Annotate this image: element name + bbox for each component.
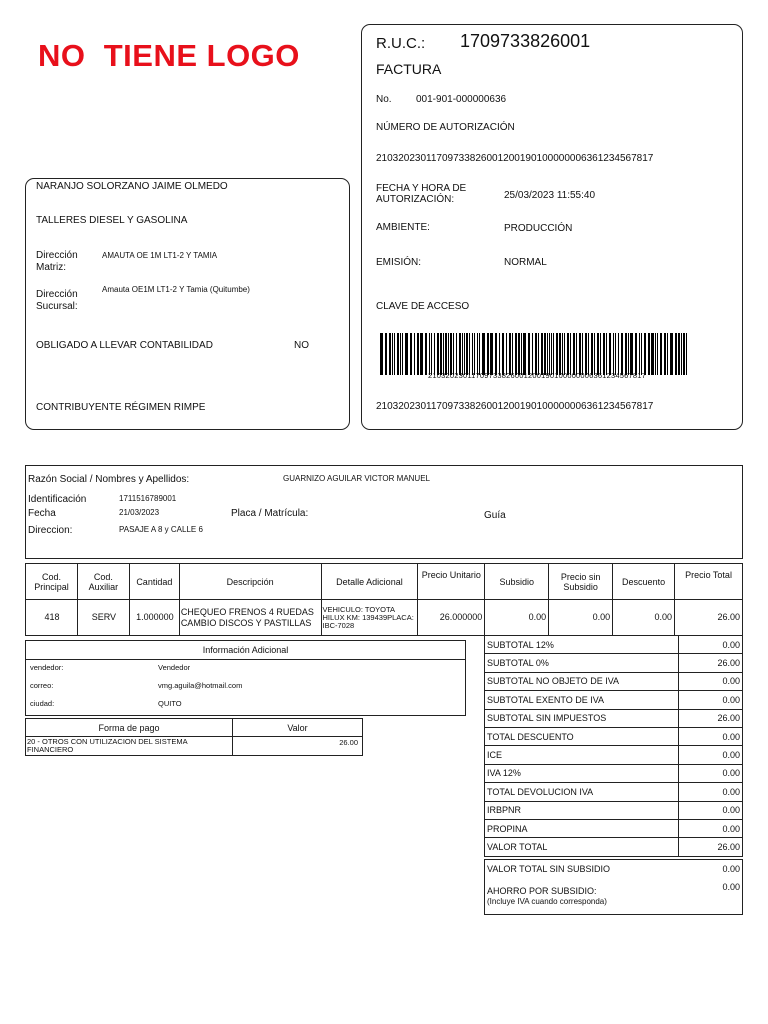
additional-info-label: ciudad: xyxy=(30,699,55,708)
items-cell: 418 xyxy=(26,600,78,636)
additional-info-title: Información Adicional xyxy=(26,641,465,660)
items-header-cell: Subsidio xyxy=(485,564,549,600)
items-header-cell: Precio sin Subsidio xyxy=(549,564,613,600)
totals-label: SUBTOTAL SIN IMPUESTOS xyxy=(485,709,679,727)
plate-label: Placa / Matrícula: xyxy=(231,508,309,519)
totals-row xyxy=(485,838,743,856)
subsidy-savings-value: 0.00 xyxy=(722,882,740,892)
totals-label: TOTAL DESCUENTO xyxy=(485,727,679,745)
totals-label: IRBPNR xyxy=(485,801,679,819)
totals-label: SUBTOTAL EXENTO DE IVA xyxy=(485,691,679,709)
authorization-label: NÚMERO DE AUTORIZACIÓN xyxy=(376,122,515,133)
subsidy-savings-note: (Incluye IVA cuando corresponda) xyxy=(487,897,607,906)
items-cell: 0.00 xyxy=(485,600,549,636)
totals-value: 0.00 xyxy=(679,783,743,801)
additional-info-row xyxy=(26,695,465,713)
totals-value: 0.00 xyxy=(679,691,743,709)
authorization-number: 21032023011709733826001200190100000006361234567817 xyxy=(376,153,654,164)
subsidy-box xyxy=(484,859,743,915)
customer-box xyxy=(25,465,743,559)
payment-table xyxy=(25,718,363,756)
totals-row xyxy=(485,654,743,672)
items-cell: SERV xyxy=(77,600,129,636)
totals-value: 26.00 xyxy=(679,838,743,856)
customer-name: GUARNIZO AGUILAR VICTOR MANUEL xyxy=(283,474,430,483)
totals-row xyxy=(485,819,743,837)
items-cell: 0.00 xyxy=(549,600,613,636)
items-row xyxy=(26,600,743,636)
issue-date: 21/03/2023 xyxy=(119,508,160,517)
totals-value: 0.00 xyxy=(679,801,743,819)
totals-row xyxy=(485,783,743,801)
totals-value: 0.00 xyxy=(679,819,743,837)
items-header-cell: Descripción xyxy=(179,564,321,600)
accounting-obligation-value: NO xyxy=(294,340,309,351)
totals-value: 0.00 xyxy=(679,727,743,745)
ruc-box xyxy=(361,24,743,430)
payment-value-header: Valor xyxy=(233,719,363,737)
access-key-value: 21032023011709733826001200190100000006361234567817 xyxy=(376,401,654,412)
additional-info-value: QUITO xyxy=(158,699,182,708)
additional-info-label: correo: xyxy=(30,681,54,690)
total-without-subsidy-label: VALOR TOTAL SIN SUBSIDIO xyxy=(487,864,611,874)
customer-address-label: Direccion: xyxy=(28,525,73,536)
items-cell: CHEQUEO FRENOS 4 RUEDAS CAMBIO DISCOS Y PASTILLAS xyxy=(179,600,321,636)
issue-date-label: Fecha xyxy=(28,508,56,519)
items-cell: 26.000000 xyxy=(418,600,485,636)
document-type: FACTURA xyxy=(376,61,442,77)
subsidy-savings-label: AHORRO POR SUBSIDIO: xyxy=(487,886,597,896)
totals-row xyxy=(485,636,743,654)
totals-label: SUBTOTAL NO OBJETO DE IVA xyxy=(485,672,679,690)
environment-value: PRODUCCIÓN xyxy=(504,223,573,234)
trade-name: TALLERES DIESEL Y GASOLINA xyxy=(36,215,188,226)
totals-label: IVA 12% xyxy=(485,764,679,782)
emission-label: EMISIÓN: xyxy=(376,257,422,268)
additional-info-value: vmg.aguila@hotmail.com xyxy=(158,681,243,690)
branch-address-label: Dirección Sucursal: xyxy=(36,289,78,312)
invoice-number: 001-901-000000636 xyxy=(416,94,507,105)
barcode-caption: 21032023011709733826001200190100000006361234567817 xyxy=(428,371,647,380)
totals-label: ICE xyxy=(485,746,679,764)
access-key-barcode xyxy=(380,333,708,375)
totals-label: VALOR TOTAL xyxy=(485,838,679,856)
issuer-box xyxy=(25,178,350,430)
items-header-cell: Precio Total xyxy=(675,564,743,600)
ruc-number: 1709733826001 xyxy=(460,31,591,51)
payment-row xyxy=(26,737,363,756)
guide-label: Guía xyxy=(484,510,506,521)
totals-value: 26.00 xyxy=(679,709,743,727)
totals-value: 0.00 xyxy=(679,672,743,690)
emission-value: NORMAL xyxy=(504,257,547,268)
invoice-number-label: No. xyxy=(376,94,392,105)
totals-table xyxy=(484,635,743,857)
items-header-cell: Descuento xyxy=(613,564,675,600)
additional-info-row xyxy=(26,659,465,677)
totals-label: TOTAL DEVOLUCION IVA xyxy=(485,783,679,801)
totals-label: SUBTOTAL 12% xyxy=(485,636,679,654)
additional-info-label: vendedor: xyxy=(30,663,64,672)
totals-row xyxy=(485,746,743,764)
totals-value: 26.00 xyxy=(679,654,743,672)
totals-value: 0.00 xyxy=(679,636,743,654)
issuer-name: NARANJO SOLORZANO JAIME OLMEDO xyxy=(36,181,228,192)
accounting-obligation-label: OBLIGADO A LLEVAR CONTABILIDAD xyxy=(36,340,213,351)
tax-regime: CONTRIBUYENTE RÉGIMEN RIMPE xyxy=(36,402,206,413)
authorization-date: 25/03/2023 11:55:40 xyxy=(504,190,596,201)
payment-method: 20 - OTROS CON UTILIZACION DEL SISTEMA FINANCIERO xyxy=(26,737,233,756)
items-header-cell: Cod. Principal xyxy=(26,564,78,600)
branch-address: Amauta OE1M LT1-2 Y Tamia (Quitumbe) xyxy=(102,285,250,294)
items-header-cell: Cod. Auxiliar xyxy=(77,564,129,600)
payment-method-header: Forma de pago xyxy=(26,719,233,737)
items-header-cell: Cantidad xyxy=(129,564,179,600)
environment-label: AMBIENTE: xyxy=(376,222,430,233)
access-key-label: CLAVE DE ACCESO xyxy=(376,301,470,312)
main-address: AMAUTA OE 1M LT1-2 Y TAMIA xyxy=(102,251,218,260)
items-header-cell: Detalle Adicional xyxy=(321,564,418,600)
authorization-date-label: FECHA Y HORA DE AUTORIZACIÓN: xyxy=(376,183,467,205)
ruc-label: R.U.C.: xyxy=(376,35,426,52)
customer-address: PASAJE A 8 y CALLE 6 xyxy=(119,525,203,534)
additional-info-row xyxy=(26,677,465,695)
totals-row xyxy=(485,691,743,709)
main-address-label: Dirección Matriz: xyxy=(36,250,78,273)
totals-row xyxy=(485,727,743,745)
items-cell: VEHICULO: TOYOTA HILUX KM: 139439PLACA: IBC-7028 xyxy=(321,600,418,636)
logo-placeholder-text: NO TIENE LOGO xyxy=(38,38,300,73)
totals-row xyxy=(485,709,743,727)
totals-row xyxy=(485,672,743,690)
totals-row xyxy=(485,764,743,782)
customer-id: 1711516789001 xyxy=(119,494,177,503)
additional-info-value: Vendedor xyxy=(158,663,191,672)
items-table xyxy=(25,563,743,636)
customer-id-label: Identificación xyxy=(28,494,87,505)
items-header-cell: Precio Unitario xyxy=(418,564,485,600)
totals-value: 0.00 xyxy=(679,746,743,764)
totals-value: 0.00 xyxy=(679,764,743,782)
items-cell: 26.00 xyxy=(675,600,743,636)
customer-name-label: Razón Social / Nombres y Apellidos: xyxy=(28,474,190,485)
totals-label: SUBTOTAL 0% xyxy=(485,654,679,672)
additional-info-box xyxy=(25,640,466,716)
items-cell: 0.00 xyxy=(613,600,675,636)
totals-label: PROPINA xyxy=(485,819,679,837)
total-without-subsidy-value: 0.00 xyxy=(722,864,740,874)
payment-value: 26.00 xyxy=(233,737,363,756)
items-cell: 1.000000 xyxy=(129,600,179,636)
totals-row xyxy=(485,801,743,819)
